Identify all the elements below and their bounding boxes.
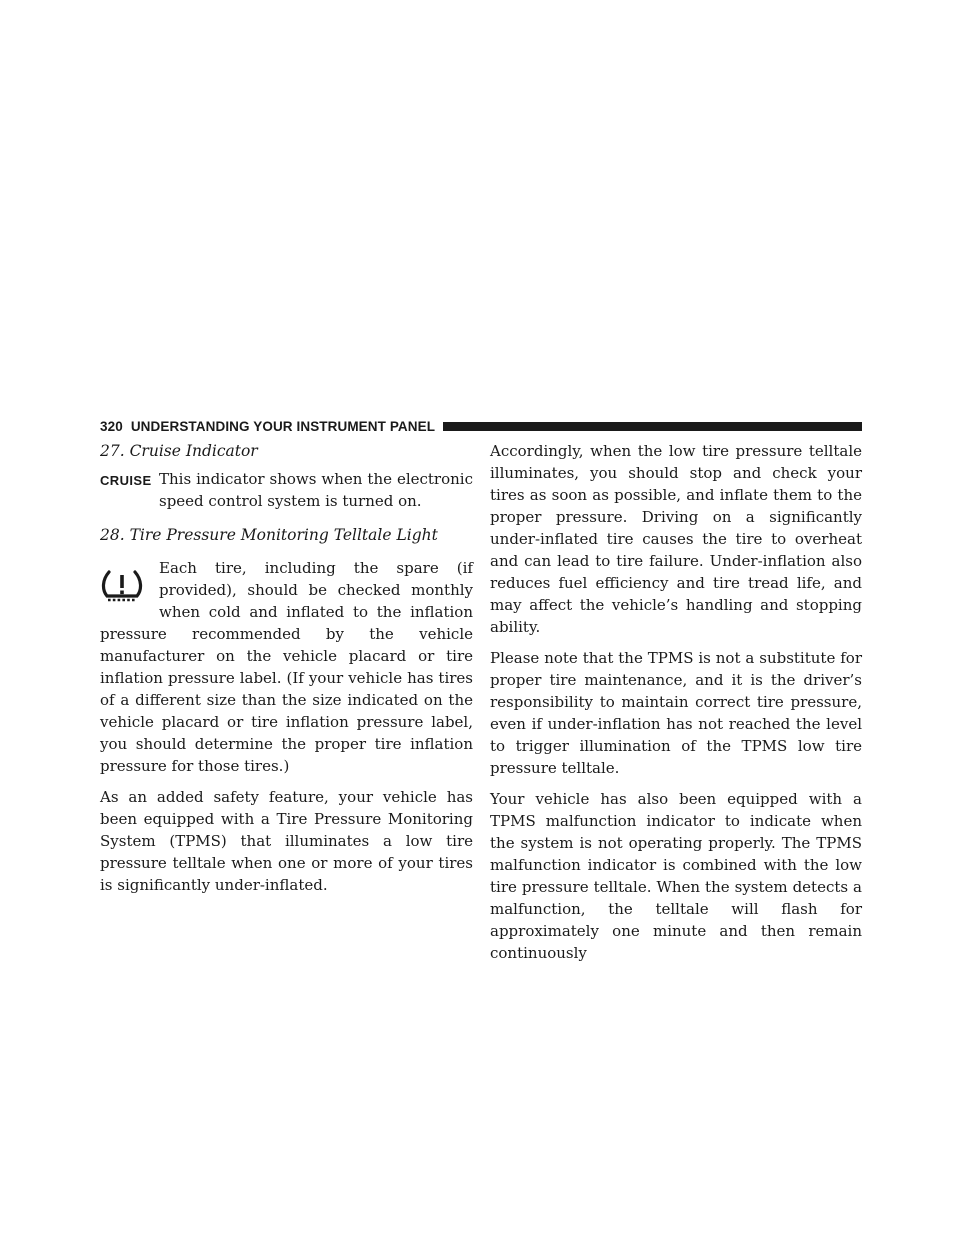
right-paragraph-3: Your vehicle has also been equipped with a TPMS malfunction indicator to indicate when the system is not operating properly. The TPMS malfunction indicator is combined with the low tire pressure telltale. When the system detects a malfunction, the telltale will flash for approximately one minute and then remain continuously (490, 790, 862, 962)
cruise-indicator-block (100, 468, 473, 512)
tpms-paragraph-1: Each tire, including the spare (if provided), should be checked monthly when cold and inflated to the inflation pressure recommended by the vehicle manufacturer on the vehicle placard or tire inflation pressure label. (If your vehicle has tires of a different size than the size indicated on the vehicle placard or tire inflation pressure label, you should determine the proper tire inflation pressure for those tires.) (100, 559, 473, 775)
cruise-icon: CRUISE (100, 473, 152, 488)
right-column (490, 440, 862, 964)
cruise-indicator-text: This indicator shows when the electronic speed control system is turned on. (159, 470, 473, 510)
tpms-paragraph-2: As an added safety feature, your vehicle has been equipped with a Tire Pressure Monitoring System (TPMS) that illuminates a low tire pressure telltale when one or more of your tires is significantly under-inflated. (100, 788, 473, 894)
tire-pressure-warning-icon (100, 563, 144, 607)
cruise-indicator-heading: 27. Cruise Indicator (100, 442, 258, 460)
tpms-block (100, 557, 473, 777)
right-paragraph-2: Please note that the TPMS is not a substitute for proper tire maintenance, and it is the driver’s responsibility to maintain correct tire pressure, even if under-inflation has not reached the level to trigger illumination of the TPMS low tire pressure telltale. (490, 649, 862, 777)
right-paragraph-1: Accordingly, when the low tire pressure telltale illuminates, you should stop and check your tires as soon as possible, and inflate them to the proper pressure. Driving on a significantly under-inflated tire causes the tire to overheat and can lead to tire failure. Under-inflation also reduces fuel efficiency and tire tread life, and may affect the vehicle’s handling and stopping ability. (490, 442, 862, 636)
page-header (100, 419, 862, 433)
section-title: UNDERSTANDING YOUR INSTRUMENT PANEL (130, 418, 436, 434)
left-column (100, 440, 473, 896)
header-rule (443, 422, 862, 431)
tpms-heading: 28. Tire Pressure Monitoring Telltale Light (100, 526, 438, 544)
page-number: 320 (100, 418, 123, 434)
